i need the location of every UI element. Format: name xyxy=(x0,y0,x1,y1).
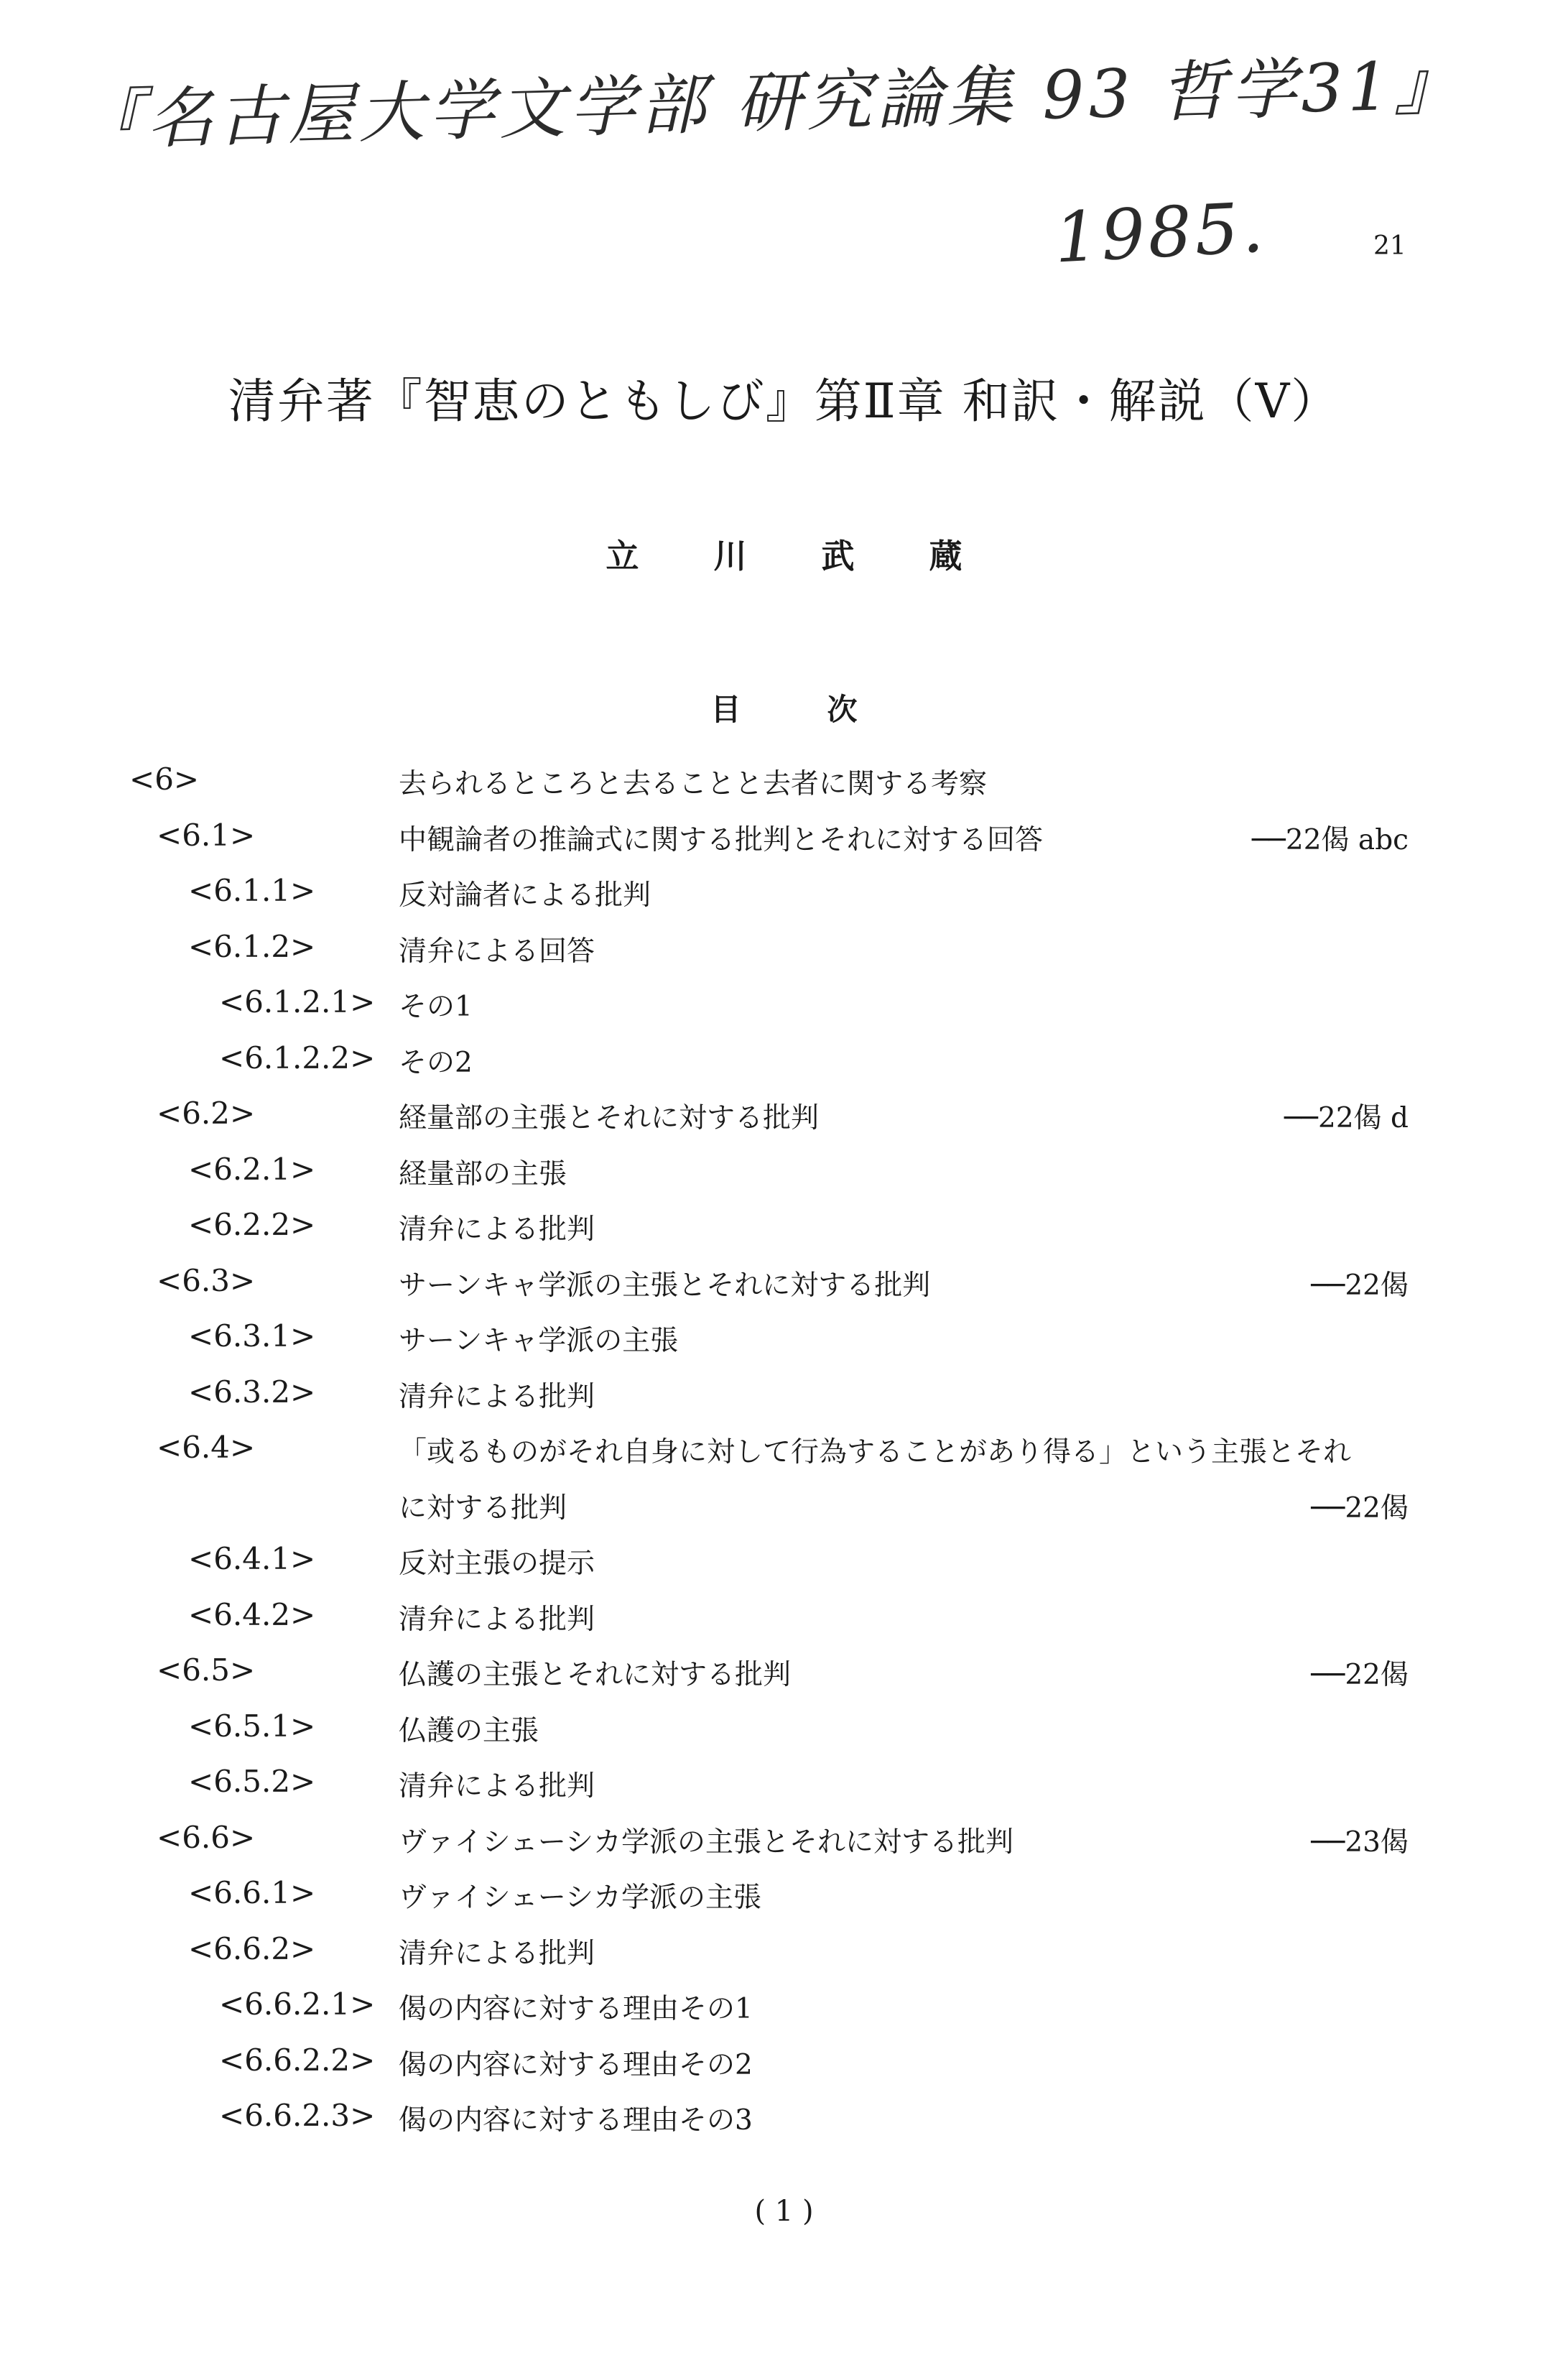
toc-section-title: サーンキャ学派の主張 xyxy=(399,1325,679,1357)
toc-verse-reference: ──22偈 xyxy=(1311,1659,1409,1691)
toc-section-title: 反対論者による批判 xyxy=(399,879,651,912)
toc-section-title: 仏護の主張とそれに対する批判 xyxy=(399,1659,792,1691)
toc-section-title: 中観論者の推論式に関する批判とそれに対する回答 xyxy=(399,823,1044,856)
toc-row xyxy=(0,1597,1568,1653)
toc-row xyxy=(0,1207,1568,1263)
toc-section-number: <6.3> xyxy=(157,1262,256,1298)
toc-section-number: <6.3.1> xyxy=(188,1318,316,1354)
toc-section-title: 去られるところと去ることと去者に関する考察 xyxy=(399,768,988,800)
toc-section-number: <6.5> xyxy=(157,1652,256,1688)
toc-verse-reference: ──22偈 abc xyxy=(1251,823,1409,856)
toc-section-number: <6.6.2.2> xyxy=(219,2042,376,2078)
toc-row xyxy=(0,1040,1568,1096)
toc-verse-reference: ──23偈 xyxy=(1311,1826,1409,1859)
paper-title: 清弁著『智恵のともしび』第Ⅱ章 和訳・解説（Ⅴ） xyxy=(228,374,1340,429)
toc-row xyxy=(0,1652,1568,1708)
toc-row xyxy=(0,1875,1568,1931)
handwritten-annotation-year: 1985. xyxy=(1052,187,1268,279)
toc-section-number: <6.5.2> xyxy=(188,1764,316,1799)
toc-row xyxy=(0,762,1568,818)
toc-section-number: <6.6.1> xyxy=(188,1875,316,1910)
toc-row xyxy=(0,818,1568,874)
toc-section-number: <6> xyxy=(129,762,200,797)
toc-heading: 目次 xyxy=(710,692,944,727)
toc-section-title: 偈の内容に対する理由その2 xyxy=(399,2048,753,2081)
toc-section-title: 経量部の主張 xyxy=(399,1157,567,1190)
toc-row xyxy=(0,1708,1568,1764)
toc-section-title: に対する批判 xyxy=(399,1491,567,1525)
toc-row xyxy=(0,1541,1568,1597)
toc-section-title: 清弁による回答 xyxy=(399,935,595,968)
toc-row xyxy=(0,984,1568,1040)
toc-row xyxy=(0,1931,1568,1987)
toc-section-number: <6.4> xyxy=(157,1430,256,1465)
toc-row xyxy=(0,1263,1568,1319)
toc-row xyxy=(0,1152,1568,1208)
toc-section-title: 清弁による批判 xyxy=(399,1213,595,1246)
toc-section-number: <6.4.2> xyxy=(188,1596,316,1632)
toc-section-number: <6.1> xyxy=(157,817,256,853)
toc-verse-reference: ──22偈 xyxy=(1311,1491,1409,1525)
toc-section-title: サーンキャ学派の主張とそれに対する批判 xyxy=(399,1269,931,1302)
toc-row xyxy=(0,1096,1568,1152)
toc-section-number: <6.6.2> xyxy=(188,1930,316,1966)
toc-section-number: <6.2> xyxy=(157,1096,256,1131)
toc-section-number: <6.2.1> xyxy=(188,1151,316,1187)
toc-section-number: <6.1.2.2> xyxy=(219,1040,376,1075)
toc-section-title: 仏護の主張 xyxy=(399,1714,539,1747)
toc-section-title: 清弁による批判 xyxy=(399,1603,595,1636)
author-name: 立川武蔵 xyxy=(606,537,1037,575)
toc-verse-reference: ──22偈 xyxy=(1311,1269,1409,1302)
toc-section-number: <6.1.1> xyxy=(188,873,316,908)
toc-row xyxy=(0,2042,1568,2099)
toc-row xyxy=(0,1486,1568,1542)
toc-section-title: その2 xyxy=(399,1046,473,1079)
toc-row xyxy=(0,1820,1568,1876)
toc-section-title: 「或るものがそれ自身に対して行為することがあり得る」という主張とそれ xyxy=(399,1436,1352,1468)
page-number-footer: ( 1 ) xyxy=(754,2195,814,2228)
toc-row xyxy=(0,873,1568,929)
toc-section-title: 清弁による批判 xyxy=(399,1937,595,1970)
toc-section-title: 偈の内容に対する理由その1 xyxy=(399,1993,753,2025)
toc-row xyxy=(0,1374,1568,1430)
toc-row xyxy=(0,2098,1568,2154)
page-number-top: 21 xyxy=(1373,231,1406,261)
toc-section-number: <6.6.2.3> xyxy=(219,2098,376,2133)
toc-section-title: 経量部の主張とそれに対する批判 xyxy=(399,1102,820,1134)
toc-section-number: <6.5.1> xyxy=(188,1708,316,1744)
toc-section-number: <6.4.1> xyxy=(188,1541,316,1576)
toc-section-title: ヴァイシェーシカ学派の主張 xyxy=(399,1882,762,1914)
toc-row xyxy=(0,1430,1568,1486)
handwritten-annotation-journal: 『名古屋大学文学部 研究論集 93 哲学31』 xyxy=(75,46,1465,159)
toc-verse-reference: ──22偈 d xyxy=(1284,1102,1409,1134)
toc-section-title: 偈の内容に対する理由その3 xyxy=(399,2104,753,2137)
toc-section-number: <6.1.2.1> xyxy=(219,984,376,1019)
toc-row xyxy=(0,1764,1568,1820)
toc-section-number: <6.6.2.1> xyxy=(219,1986,376,2022)
toc-section-number: <6.2.2> xyxy=(188,1207,316,1242)
toc-section-title: 反対主張の提示 xyxy=(399,1547,595,1580)
toc-row xyxy=(0,929,1568,985)
toc-section-title: ヴァイシェーシカ学派の主張とそれに対する批判 xyxy=(399,1826,1014,1859)
toc-row xyxy=(0,1318,1568,1374)
toc-section-title: その1 xyxy=(399,991,473,1023)
toc-section-title: 清弁による批判 xyxy=(399,1770,595,1803)
toc-section-number: <6.6> xyxy=(157,1819,256,1855)
toc-section-number: <6.3.2> xyxy=(188,1374,316,1410)
toc-section-number: <6.1.2> xyxy=(188,928,316,964)
toc-section-title: 清弁による批判 xyxy=(399,1380,595,1413)
toc-row xyxy=(0,1986,1568,2042)
